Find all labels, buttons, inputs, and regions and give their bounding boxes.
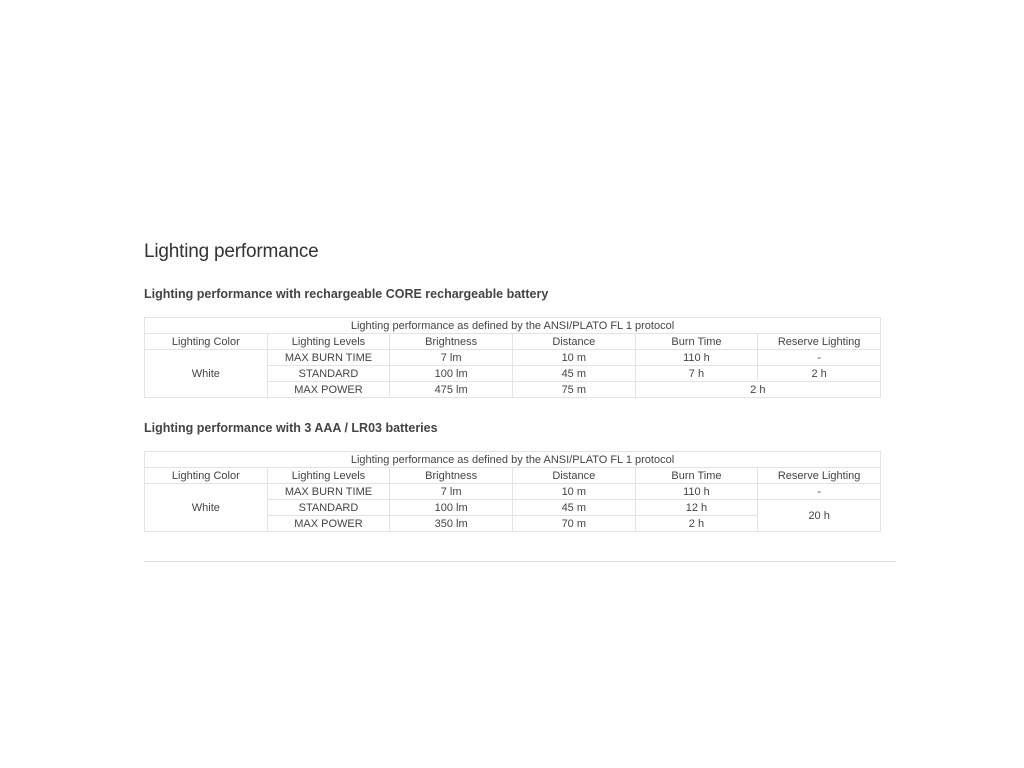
- cell-level: MAX POWER: [267, 516, 390, 532]
- table-caption-row: [145, 318, 881, 334]
- cell-lighting-color: White: [145, 484, 268, 532]
- header-brightness: Brightness: [390, 334, 513, 350]
- table-header-row: [145, 334, 881, 350]
- table-row: [145, 484, 881, 500]
- table-header-row: [145, 468, 881, 484]
- cell-distance: 10 m: [512, 350, 635, 366]
- cell-level: STANDARD: [267, 366, 390, 382]
- cell-reserve-lighting: -: [758, 350, 881, 366]
- cell-burn-and-reserve: 2 h: [635, 382, 880, 398]
- cell-burn-time: 7 h: [635, 366, 758, 382]
- cell-distance: 75 m: [512, 382, 635, 398]
- header-lighting-color: Lighting Color: [145, 468, 268, 484]
- cell-burn-time: 2 h: [635, 516, 758, 532]
- header-burn-time: Burn Time: [635, 334, 758, 350]
- performance-table-rechargeable-battery: [144, 317, 881, 398]
- cell-level: STANDARD: [267, 500, 390, 516]
- header-reserve-lighting: Reserve Lighting: [758, 334, 881, 350]
- table-caption: Lighting performance as defined by the ANSI/PLATO FL 1 protocol: [145, 452, 881, 468]
- cell-brightness: 7 lm: [390, 484, 513, 500]
- cell-burn-time: 110 h: [635, 350, 758, 366]
- cell-brightness: 475 lm: [390, 382, 513, 398]
- cell-distance: 45 m: [512, 500, 635, 516]
- table-caption-row: [145, 452, 881, 468]
- cell-brightness: 350 lm: [390, 516, 513, 532]
- cell-level: MAX BURN TIME: [267, 350, 390, 366]
- cell-brightness: 100 lm: [390, 500, 513, 516]
- section-title-rechargeable-battery: Lighting performance with rechargeable CORE rechargeable battery: [144, 287, 549, 301]
- header-lighting-levels: Lighting Levels: [267, 468, 390, 484]
- cell-reserve-lighting: -: [758, 484, 881, 500]
- header-lighting-color: Lighting Color: [145, 334, 268, 350]
- header-lighting-levels: Lighting Levels: [267, 334, 390, 350]
- header-burn-time: Burn Time: [635, 468, 758, 484]
- table-row: [145, 350, 881, 366]
- header-reserve-lighting: Reserve Lighting: [758, 468, 881, 484]
- performance-table-aaa-batteries: [144, 451, 881, 532]
- cell-burn-time: 12 h: [635, 500, 758, 516]
- header-distance: Distance: [512, 468, 635, 484]
- cell-distance: 70 m: [512, 516, 635, 532]
- cell-distance: 45 m: [512, 366, 635, 382]
- cell-lighting-color: White: [145, 350, 268, 398]
- cell-brightness: 7 lm: [390, 350, 513, 366]
- cell-distance: 10 m: [512, 484, 635, 500]
- cell-level: MAX BURN TIME: [267, 484, 390, 500]
- cell-level: MAX POWER: [267, 382, 390, 398]
- table-caption: Lighting performance as defined by the ANSI/PLATO FL 1 protocol: [145, 318, 881, 334]
- cell-burn-time: 110 h: [635, 484, 758, 500]
- cell-reserve-lighting: 20 h: [758, 500, 881, 532]
- section-divider: [144, 561, 896, 562]
- cell-reserve-lighting: 2 h: [758, 366, 881, 382]
- section-title-aaa-batteries: Lighting performance with 3 AAA / LR03 batteries: [144, 421, 438, 435]
- header-distance: Distance: [512, 334, 635, 350]
- header-brightness: Brightness: [390, 468, 513, 484]
- page-title: Lighting performance: [144, 241, 319, 262]
- cell-brightness: 100 lm: [390, 366, 513, 382]
